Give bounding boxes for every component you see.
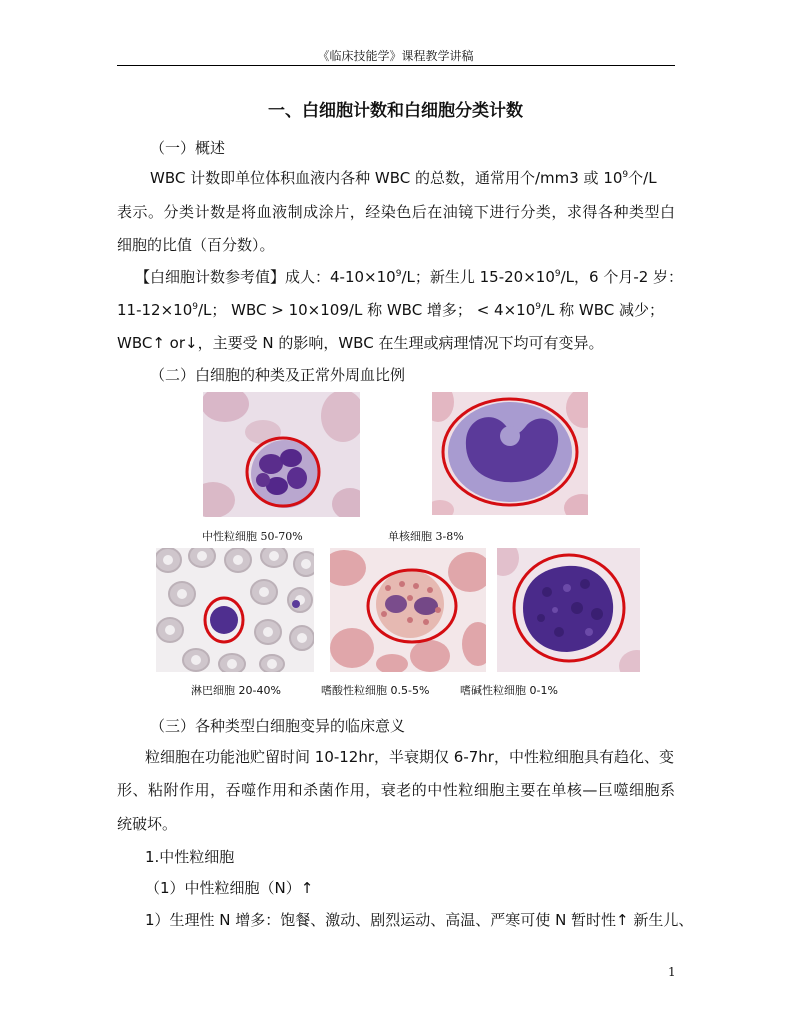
caption-neutrophil: 中性粒细胞 50-70% [202, 530, 303, 543]
section-heading-types: （二）白细胞的种类及正常外周血比例 [150, 366, 406, 384]
reference-values-line: 【白细胞计数参考值】成人：$4-10\times 10^9/L$；新生儿 $15-20\times 10^9/L$，6 个月-2 岁： [135, 268, 684, 286]
paragraph-line: 粒细胞在功能池贮留时间 10-12hr，半衰期仅 6-7hr，中性粒细胞具有趋化、变 [145, 748, 674, 766]
reference-values-line: $11-12\times 10^9/L$； WBC > 10×109/L 称 WBC 增多； < $4\times 10^9/L$ 称 WBC 减少； [117, 301, 665, 319]
caption-lymphocyte: 淋巴细胞 20-40% [191, 684, 281, 697]
basophil-image [497, 548, 640, 672]
header-rule [117, 65, 675, 66]
caption-monocyte: 单核细胞 3-8% [388, 530, 464, 543]
section-heading-clinical: （三）各种类型白细胞变异的临床意义 [150, 717, 406, 735]
lymphocyte-image [156, 548, 314, 672]
paragraph-line: 表示。分类计数是将血液制成涂片，经染色后在油镜下进行分类，求得各种类型白 [117, 203, 675, 221]
subheading-neutrophil-increase: （1）中性粒细胞（N）↑ [145, 879, 314, 897]
caption-eosinophil: 嗜酸性粒细胞 0.5-5% [321, 684, 430, 697]
eosinophil-image [330, 548, 486, 672]
page-number: 1 [668, 965, 676, 979]
subheading-neutrophil: 1.中性粒细胞 [145, 848, 235, 866]
paragraph-line: WBC 计数即单位体积血液内各种 WBC 的总数，通常用个/mm3 或 $10^9$个/L [150, 169, 657, 187]
document-title: 一、白细胞计数和白细胞分类计数 [268, 101, 523, 121]
monocyte-image [432, 392, 588, 515]
paragraph-line: WBC↑ or↓，主要受 N 的影响，WBC 在生理或病理情况下均可有变异。 [117, 334, 604, 352]
paragraph-line: 统破坏。 [117, 815, 178, 833]
paragraph-line: 细胞的比值（百分数）。 [117, 236, 275, 254]
caption-basophil: 嗜碱性粒细胞 0-1% [460, 684, 558, 697]
neutrophil-image [203, 392, 360, 517]
section-heading-overview: （一）概述 [150, 139, 226, 157]
paragraph-line: 形、粘附作用，吞噬作用和杀菌作用，衰老的中性粒细胞主要在单核—巨噬细胞系 [117, 781, 675, 799]
paragraph-line: 1）生理性 N 增多：饱餐、激动、剧烈运动、高温、严寒可使 N 暂时性↑ 新生儿、 [145, 911, 694, 929]
running-header: 《临床技能学》课程教学讲稿 [317, 49, 474, 63]
